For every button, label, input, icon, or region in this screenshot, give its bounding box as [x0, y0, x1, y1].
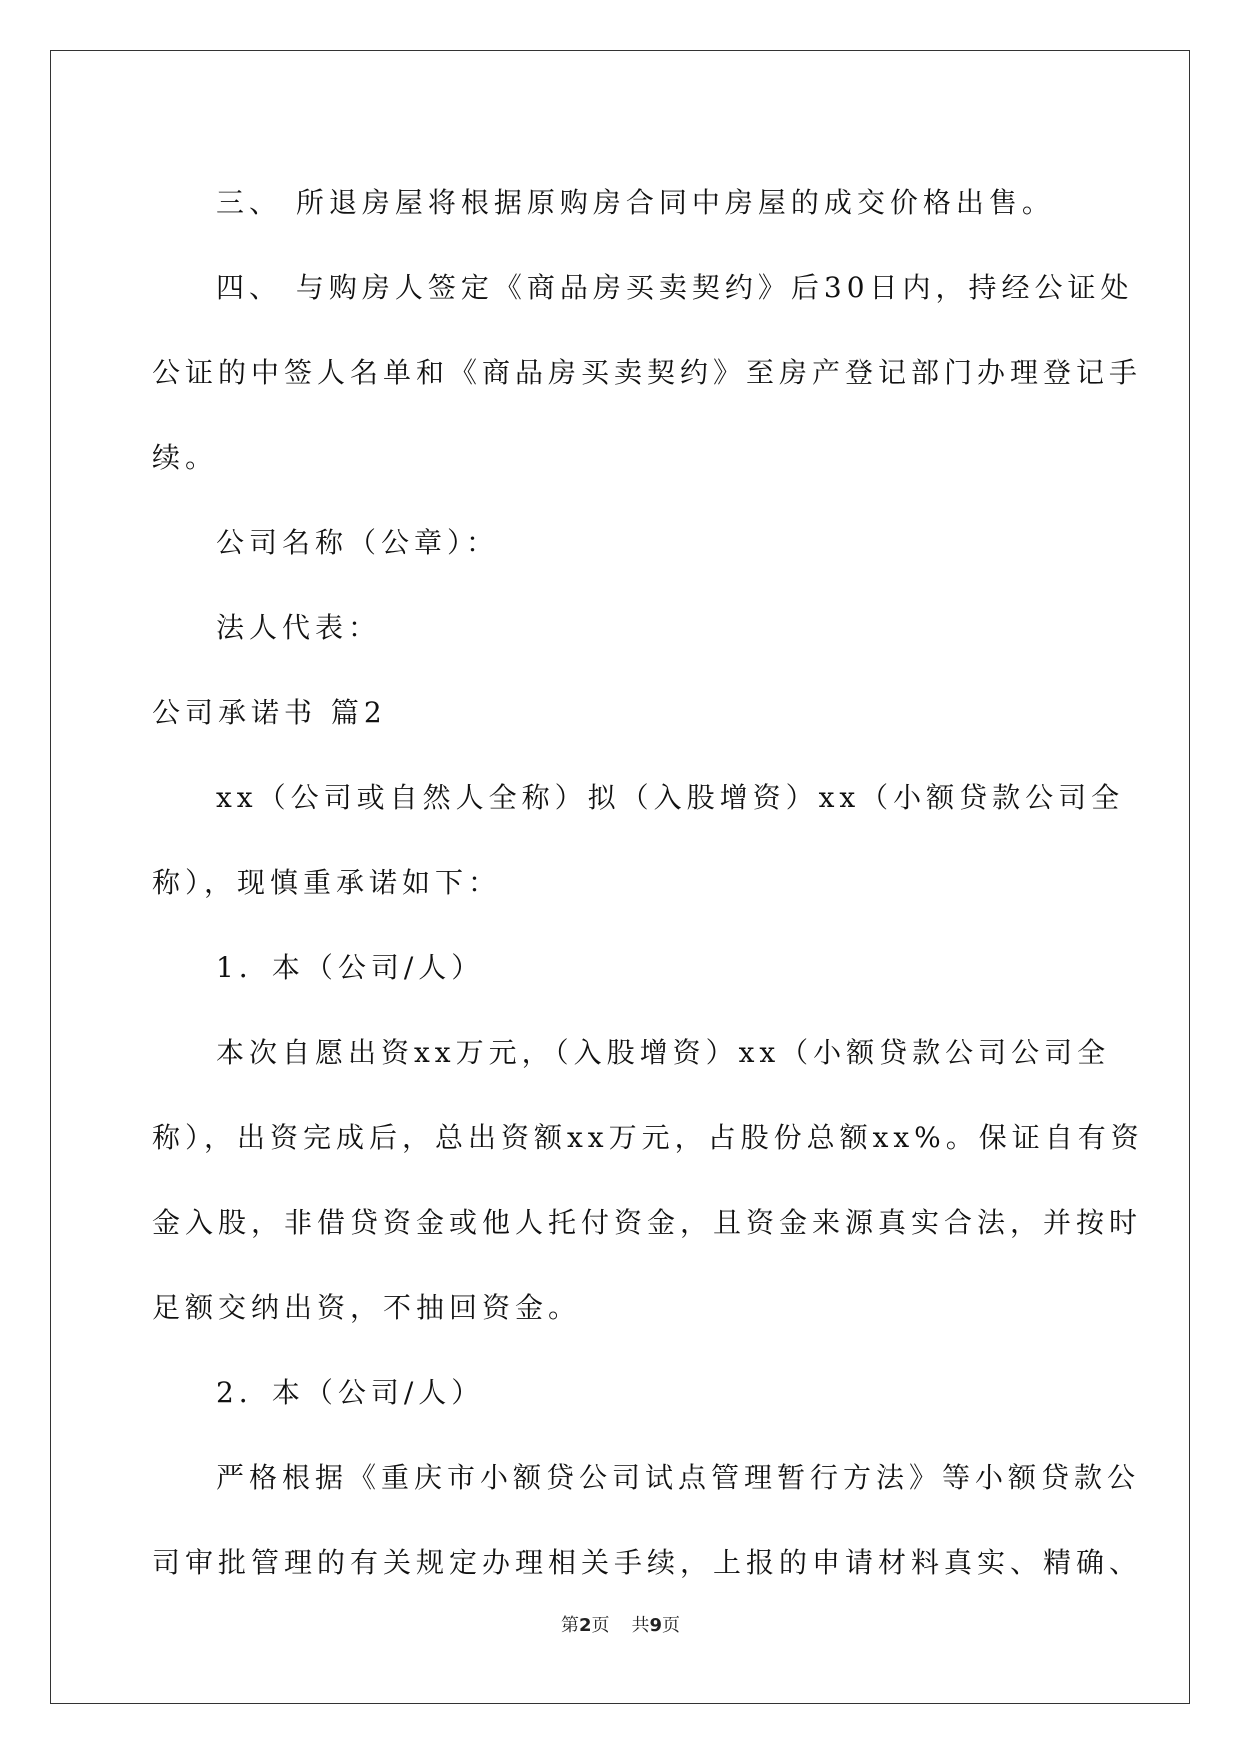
section-heading: 公司承诺书 篇2 [152, 696, 387, 729]
paragraph-line: 司审批管理的有关规定办理相关手续，上报的申请材料真实、精确、 [152, 1546, 1143, 1579]
company-name-line: 公司名称（公章）： [216, 526, 500, 559]
paragraph-line: 三、 所退房屋将根据原购房合同中房屋的成交价格出售。 [216, 186, 1055, 219]
list-item-heading: 1．本（公司/人） [216, 951, 485, 984]
legal-representative-line: 法人代表： [216, 611, 382, 644]
total-suffix: 页 [662, 1615, 681, 1636]
paragraph-line: 公证的中签人名单和《商品房买卖契约》至房产登记部门办理登记手 [152, 356, 1143, 389]
paragraph-line: 严格根据《重庆市小额贷公司试点管理暂行方法》等小额贷款公 [216, 1461, 1141, 1494]
paragraph-line: xx（公司或自然人全称）拟（入股增资）xx（小额贷款公司全 [216, 781, 1125, 814]
paragraph-line: 称），现慎重承诺如下： [152, 866, 502, 899]
document-body [152, 160, 1144, 1605]
list-item-heading: 2．本（公司/人） [216, 1376, 485, 1409]
total-prefix: 共 [631, 1615, 650, 1636]
page-suffix: 页 [591, 1615, 610, 1636]
paragraph-line: 本次自愿出资xx万元，（入股增资）xx（小额贷款公司公司全 [216, 1036, 1111, 1069]
page-footer [0, 1611, 1241, 1637]
paragraph-line: 称），出资完成后，总出资额xx万元，占股份总额xx%。保证自有资 [152, 1121, 1144, 1154]
paragraph-line: 续。 [152, 441, 219, 474]
paragraph-line: 足额交纳出资，不抽回资金。 [152, 1291, 582, 1324]
paragraph-line: 四、 与购房人签定《商品房买卖契约》后30日内，持经公证处 [216, 271, 1134, 304]
paragraph-line: 金入股，非借贷资金或他人托付资金，且资金来源真实合法，并按时 [152, 1206, 1143, 1239]
page-number: 2 [578, 1615, 592, 1636]
total-pages: 9 [649, 1615, 663, 1636]
page-prefix: 第 [560, 1615, 579, 1636]
